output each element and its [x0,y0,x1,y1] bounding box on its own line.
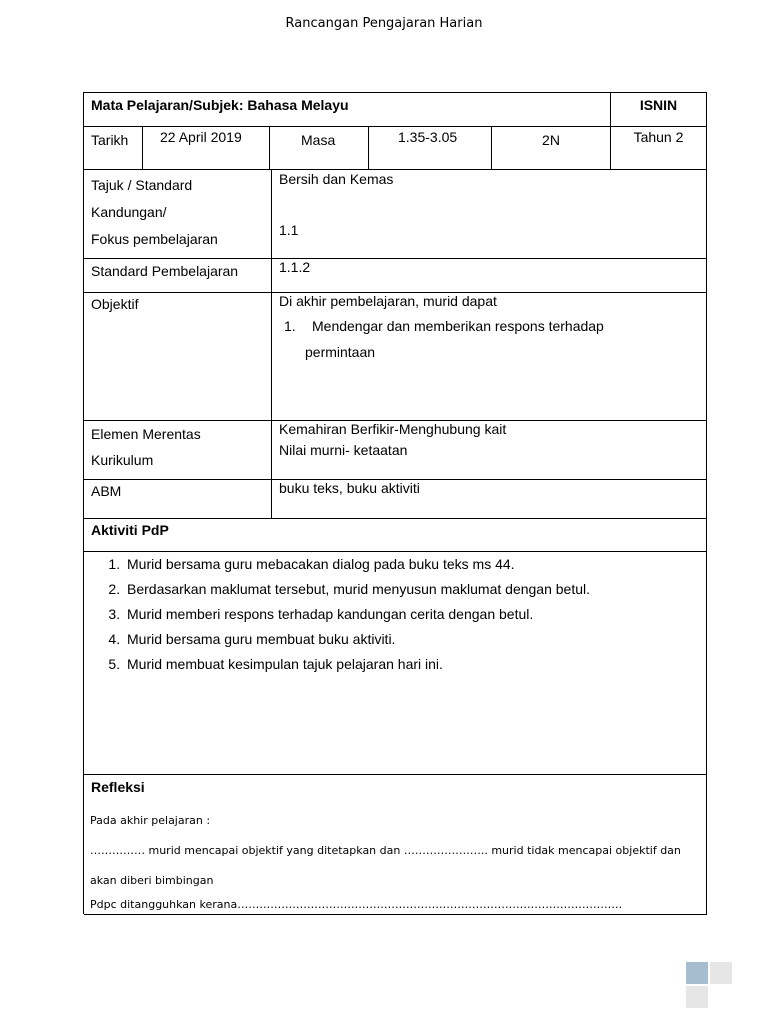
elemen-value-2: Nilai murni- ketaatan [279,442,408,458]
abm-label-cell [84,480,272,519]
aktiviti-list-cell [84,552,707,775]
masa-label-cell [270,127,369,170]
elemen-value-1: Kemahiran Berfikir-Menghubung kait [279,421,507,437]
sp-value: 1.1.2 [279,259,311,275]
refleksi-title: Refleksi [91,779,145,795]
tajuk-label-cell [84,170,272,259]
objektif-item-number: 1. [284,318,296,334]
page-thumbnail-active[interactable] [686,962,708,984]
tajuk-label-line-3: Fokus pembelajaran [91,231,218,247]
elemen-value-cell [272,421,707,480]
tajuk-value: Bersih dan Kemas [279,171,394,187]
standard-kandungan-value: 1.1 [279,222,299,238]
abm-value-cell [272,480,707,519]
day-text: ISNIN [639,97,678,113]
abm-value: buku teks, buku aktiviti [279,480,420,496]
refleksi-line-2: …………… murid mencapai objektif yang ditetapkan dan ………………….. murid tidak mencapai objektif dan [90,844,681,857]
objektif-item-line-2: permintaan [305,344,376,360]
aktiviti-item-1: 1. Murid bersama guru mebacakan dialog pada buku teks ms 44. [124,552,706,577]
tajuk-value-cell [272,170,707,259]
objektif-label-cell [84,293,272,421]
refleksi-line-3: akan diberi bimbingan [90,874,214,887]
page-thumbnail[interactable] [710,962,732,984]
masa-label: Masa [301,132,336,148]
year-cell [611,127,707,170]
elemen-label-line-2: Kurikulum [91,452,154,468]
class-value: 2N [542,132,560,148]
lesson-plan-table [83,92,707,914]
masa-value: 1.35-3.05 [398,129,458,145]
subject-text: Mata Pelajaran/Subjek: Bahasa Melayu [91,97,349,113]
year-value: Tahun 2 [633,129,684,145]
refleksi-line-4: Pdpc ditangguhkan kerana…………………………………………………………………………………………… [90,898,623,911]
masa-value-cell [369,127,492,170]
refleksi-cell [84,775,707,915]
elemen-label-line-1: Elemen Merentas [91,426,201,442]
class-cell [492,127,611,170]
aktiviti-list [84,552,706,677]
aktiviti-item-5: 5. Murid membuat kesimpulan tajuk pelajaran hari ini. [124,652,706,677]
objektif-intro: Di akhir pembelajaran, murid dapat [279,293,497,309]
tajuk-label-line-2: Kandungan/ [91,204,167,220]
aktiviti-title: Aktiviti PdP [91,522,169,538]
objektif-label: Objektif [91,296,139,312]
tarikh-value-cell [143,127,270,170]
objektif-item-line-1: Mendengar dan memberikan respons terhadap [312,318,604,334]
aktiviti-item-3: 3. Murid memberi respons terhadap kandungan cerita dengan betul. [124,602,706,627]
page-thumbnail[interactable] [686,986,708,1008]
aktiviti-item-2: 2. Berdasarkan maklumat tersebut, murid menyusun maklumat dengan betul. [124,577,706,602]
aktiviti-item-4: 4. Murid bersama guru membuat buku aktiviti. [124,627,706,652]
subject-cell [84,93,611,127]
objektif-item-1 [279,313,706,339]
page-title: Rancangan Pengajaran Harian [285,16,483,31]
refleksi-line-1: Pada akhir pelajaran : [90,814,211,827]
tarikh-label-cell [84,127,143,170]
elemen-label-cell [84,421,272,480]
sp-label: Standard Pembelajaran [91,263,239,279]
aktiviti-title-cell [84,519,707,552]
tajuk-label-line-1: Tajuk / Standard [91,177,193,193]
sp-label-cell [84,259,272,293]
tarikh-value: 22 April 2019 [160,129,242,145]
day-cell [611,93,707,127]
tarikh-label: Tarikh [91,132,129,148]
objektif-value-cell [272,293,707,421]
abm-label: ABM [91,483,122,499]
sp-value-cell [272,259,707,293]
